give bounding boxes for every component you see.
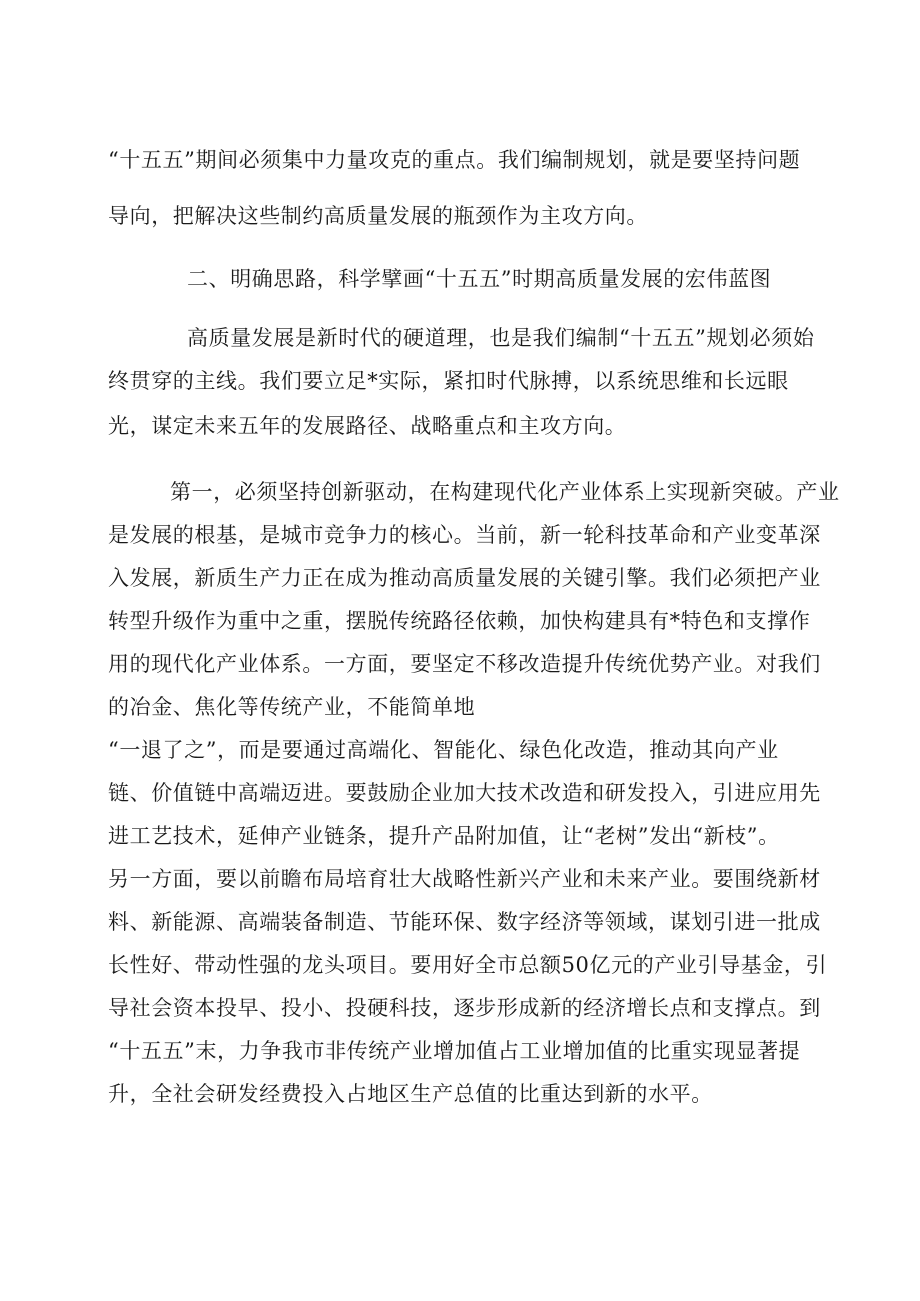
text-line: 长性好、带动性强的龙头项目。要用好全市总额50亿元的产业引导基金，引 xyxy=(108,953,828,977)
text-line: 导向，把解决这些制约高质量发展的瓶颈作为主攻方向。 xyxy=(108,204,648,228)
text-line: “十五五”末，力争我市非传统产业增加值占工业增加值的比重实现显著提 xyxy=(108,1039,801,1063)
text-line: 另一方面，要以前瞻布局培育壮大战略性新兴产业和未来产业。要围绕新材 xyxy=(108,867,821,891)
text-line: 光，谋定未来五年的发展路径、战略重点和主攻方向。 xyxy=(108,414,627,438)
text-line: 导社会资本投早、投小、投硬科技，逐步形成新的经济增长点和支撑点。到 xyxy=(108,996,821,1020)
section-heading-text: 二、明确思路，科学擘画“十五五”时期高质量发展的宏伟蓝图 xyxy=(187,267,772,291)
text-line: 进工艺技术，延伸产业链条，提升产品附加值，让“老树”发出“新枝”。 xyxy=(108,824,780,848)
text-line: “十五五”期间必须集中力量攻克的重点。我们编制规划，就是要坚持问题 xyxy=(108,148,801,172)
text-line: “一退了之”，而是要通过高端化、智能化、绿色化改造，推动其向产业 xyxy=(108,738,779,762)
text-line: 的冶金、焦化等传统产业，不能简单地 xyxy=(108,695,476,719)
text-line: 入发展，新质生产力正在成为推动高质量发展的关键引擎。我们必须把产业 xyxy=(108,566,821,590)
text-line: 用的现代化产业体系。一方面，要坚定不移改造提升传统优势产业。对我们 xyxy=(108,652,821,676)
text-line: 转型升级作为重中之重，摆脱传统路径依赖，加快构建具有*特色和支撑作 xyxy=(108,609,811,633)
text-line: 升，全社会研发经费投入占地区生产总值的比重达到新的水平。 xyxy=(108,1082,713,1106)
text-line: 链、价值链中高端迈进。要鼓励企业加大技术改造和研发投入，引进应用先 xyxy=(108,781,821,805)
text-line: 是发展的根基，是城市竞争力的核心。当前，新一轮科技革命和产业变革深 xyxy=(108,523,821,547)
text-line: 料、新能源、高端装备制造、节能环保、数字经济等领域，谋划引进一批成 xyxy=(108,910,821,934)
text-line: 第一，必须坚持创新驱动，在构建现代化产业体系上实现新突破。产业 xyxy=(170,480,840,504)
text-line: 终贯穿的主线。我们要立足*实际，紧扣时代脉搏，以系统思维和长远眼 xyxy=(108,369,789,393)
text-line: 高质量发展是新时代的硬道理，也是我们编制“十五五”规划必须始 xyxy=(187,326,815,350)
